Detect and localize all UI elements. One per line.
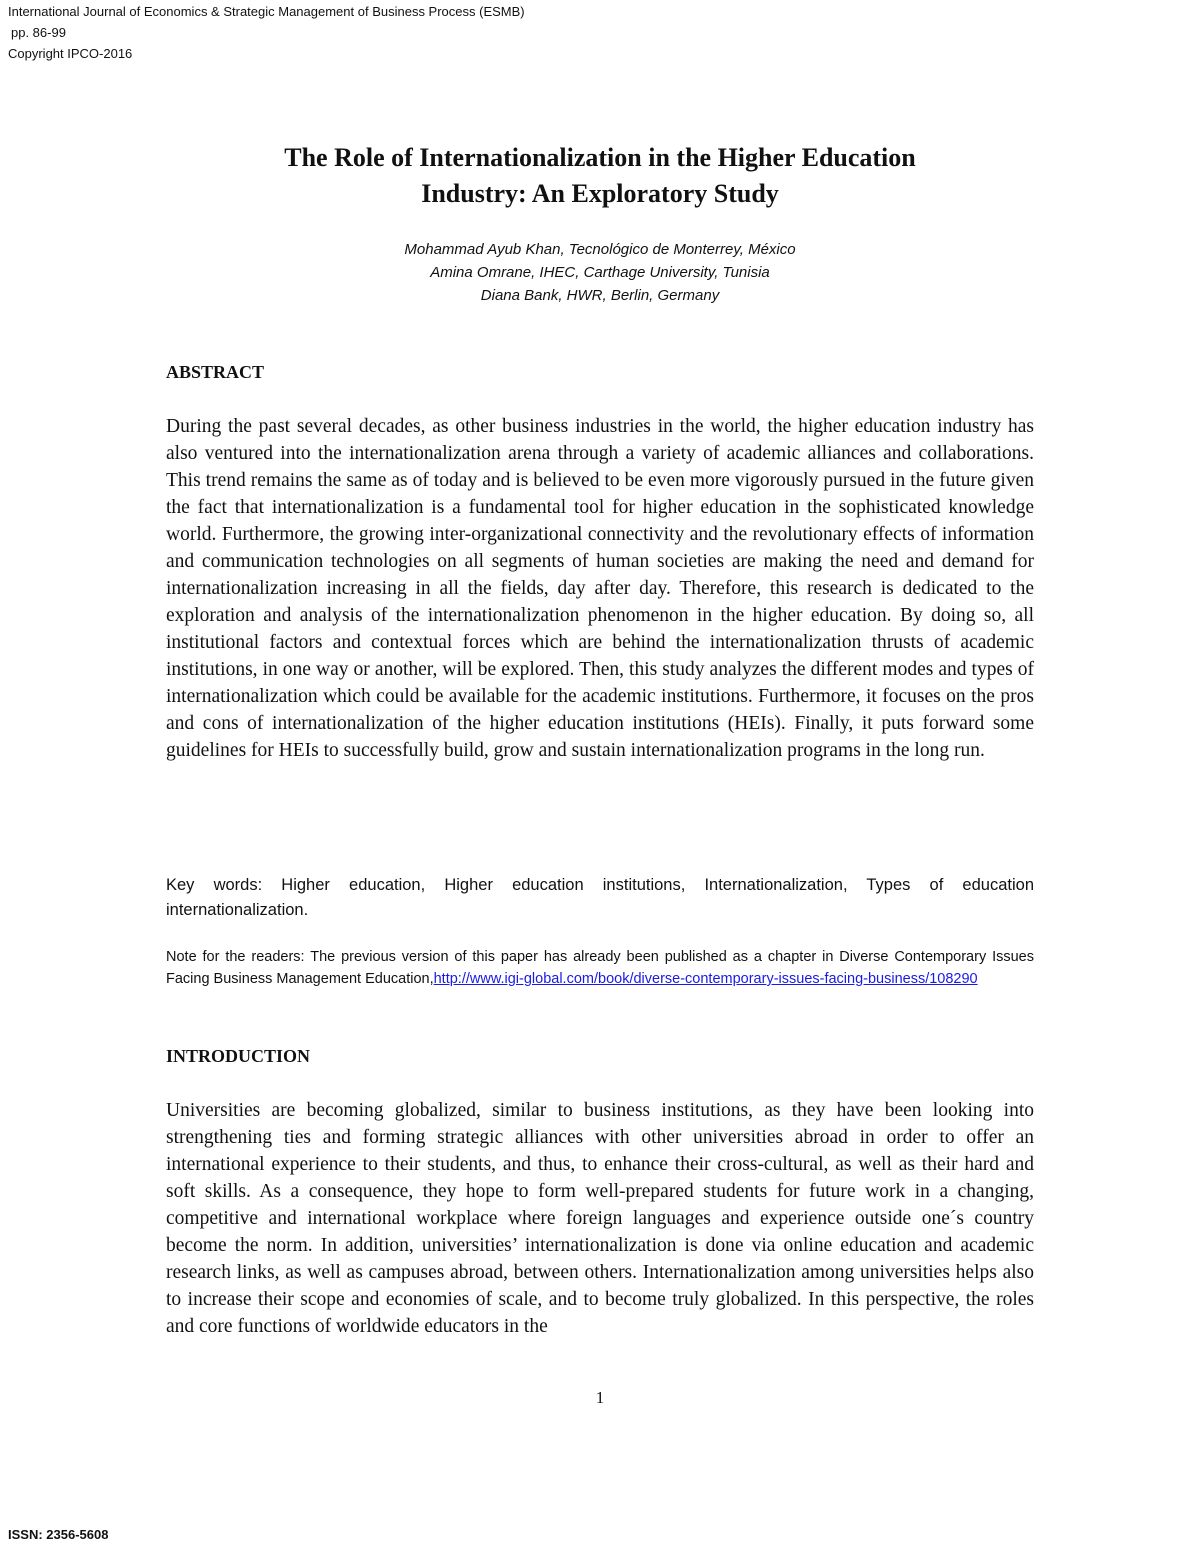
reader-note [166,946,1034,990]
introduction-text: Universities are becoming globalized, similar to business institutions, as they have been looking into strengthening ties and forming strategic alliances with other universities abroad in order to offer an international experience to their students, and thus, to enhance their cross-cultural, as well as their hard and soft skills. As a consequence, they hope to form well-prepared students for future work in a changing, competitive and international workplace where foreign languages and experience outside one´s country become the norm. In addition, universities’ internationalization is done via online education and academic research links, as well as campuses abroad, between others. Internationalization among universities helps also to increase their scope and economies of scale, and to become truly globalized. In this perspective, the roles and core functions of worldwide educators in the [166,1100,1034,1337]
reader-note-text: Note for the readers: The previous version of this paper has already been published as a chapter in Diverse Contemporary Issues Facing Business Management Education, [166,949,1034,987]
paper-title [160,140,1040,212]
author-3: Diana Bank, HWR, Berlin, Germany [480,287,720,304]
page-range: pp. 86-99 [11,25,66,40]
title-line-1: The Role of Internationalization in the Higher Education [284,143,916,172]
abstract-text: During the past several decades, as other business industries in the world, the higher education industry has also ventured into the internationalization arena through a variety of academic alliances and collaborations. This trend remains the same as of today and is believed to be even more vigorously pursued in the future given the fact that internationalization is a fundamental tool for higher education in the sophisticated knowledge world. Furthermore, the growing inter-organizational connectivity and the revolutionary effects of information and communication technologies on all segments of human societies are making the need and demand for internationalization increasing in all the fields, day after day. Therefore, this research is dedicated to the exploration and analysis of the internationalization phenomenon in the higher education. By doing so, all institutional factors and contextual forces which are behind the internationalization thrusts of academic institutions, in one way or another, will be explored. Then, this study analyzes the different modes and types of internationalization which could be available for the academic institutions. Furthermore, it focuses on the pros and cons of internationalization of the higher education institutions (HEIs). Finally, it puts forward some guidelines for HEIs to successfully build, grow and sustain internationalization programs in the long run. [166,416,1034,761]
author-1: Mohammad Ayub Khan, Tecnológico de Monterrey, México [404,241,796,258]
abstract-heading: ABSTRACT [166,362,265,382]
journal-header [8,1,525,64]
introduction-heading: INTRODUCTION [166,1046,311,1066]
keywords: Key words: Higher education, Higher education institutions, Internationalization, Types of education internationalization. [166,876,1034,919]
publication-link[interactable]: http://www.igi-global.com/book/diverse-contemporary-issues-facing-business/108290 [433,971,978,987]
title-line-2: Industry: An Exploratory Study [421,179,779,208]
page-number: 1 [595,1388,605,1407]
journal-name: International Journal of Economics & Strategic Management of Business Process (ESMB) [8,4,525,19]
copyright: Copyright IPCO-2016 [8,46,133,61]
author-2: Amina Omrane, IHEC, Carthage University, Tunisia [430,264,770,281]
issn: ISSN: 2356-5608 [8,1527,109,1542]
author-list [160,238,1040,307]
